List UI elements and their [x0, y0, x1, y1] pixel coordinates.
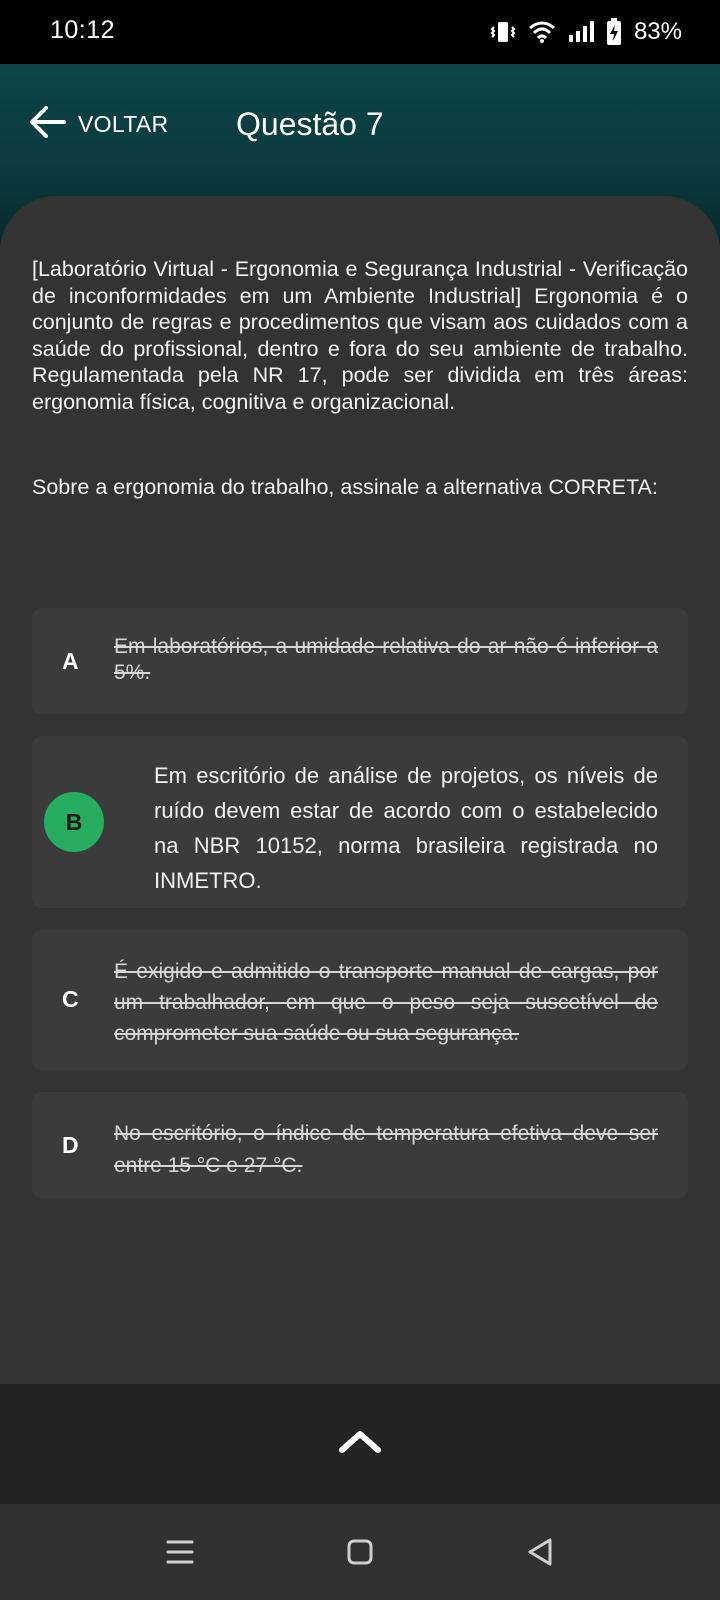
option-a[interactable] — [32, 608, 688, 714]
option-text: No escritório, o índice de temperatura efetiva deve ser entre 15 °C e 27 °C. — [114, 1122, 658, 1177]
bottom-panel — [0, 1384, 720, 1504]
status-bar — [0, 0, 720, 64]
option-letter: C — [62, 986, 79, 1012]
question-prompt: Sobre a ergonomia do trabalho, assinale a alternativa CORRETA: — [32, 475, 658, 499]
vibrate-icon — [490, 19, 516, 45]
menu-icon — [160, 1559, 200, 1576]
signal-icon — [568, 21, 594, 43]
home-button[interactable] — [340, 1532, 380, 1572]
home-square-icon — [340, 1559, 380, 1576]
arrow-left-icon — [28, 105, 66, 144]
page-title: Questão 7 — [236, 106, 384, 142]
option-letter: A — [62, 648, 79, 674]
back-button[interactable] — [28, 100, 168, 148]
system-back-button[interactable] — [520, 1532, 560, 1572]
option-text: É exigido e admitido o transporte manual de cargas, por um trabalhador, em que o peso seja suscetível de comprometer sua saúde ou sua segurança. — [114, 960, 658, 1045]
option-letter: B — [65, 808, 83, 835]
option-text: Em laboratórios, a umidade relativa do ar não é inferior a 5%. — [114, 635, 658, 684]
status-icons — [490, 14, 682, 50]
system-nav-bar — [0, 1504, 720, 1600]
expand-button[interactable] — [330, 1412, 390, 1472]
question-text: [Laboratório Virtual - Ergonomia e Segurança Industrial - Verificação de inconformidades em um Ambiente Industrial] Ergonomia é o conjunto de regras e procedimentos que visam aos cuidados com a saúde do profissional, dentro e fora do seu ambiente de trabalho. Regulamentada pela NR 17, pode ser dividida em três áreas: ergonomia física, cognitiva e organizacional. — [32, 257, 688, 414]
battery-charging-icon — [606, 18, 622, 46]
status-time: 10:12 — [50, 16, 116, 44]
option-text: Em escritório de análise de projetos, os níveis de ruído devem estar de acordo com o estabelecido na NBR 10152, norma brasileira registrada no INMETRO. — [154, 763, 658, 893]
option-d[interactable] — [32, 1092, 688, 1198]
option-b[interactable] — [32, 736, 688, 908]
wifi-icon — [528, 20, 556, 44]
question-card — [0, 196, 720, 1386]
back-triangle-icon — [520, 1559, 560, 1576]
back-label: VOLTAR — [78, 110, 169, 137]
selected-option-badge — [44, 792, 104, 852]
option-c[interactable] — [32, 930, 688, 1070]
option-letter: D — [62, 1132, 79, 1158]
recent-apps-button[interactable] — [160, 1532, 200, 1572]
chevron-up-icon — [330, 1459, 390, 1476]
battery-percent: 83% — [633, 18, 682, 45]
